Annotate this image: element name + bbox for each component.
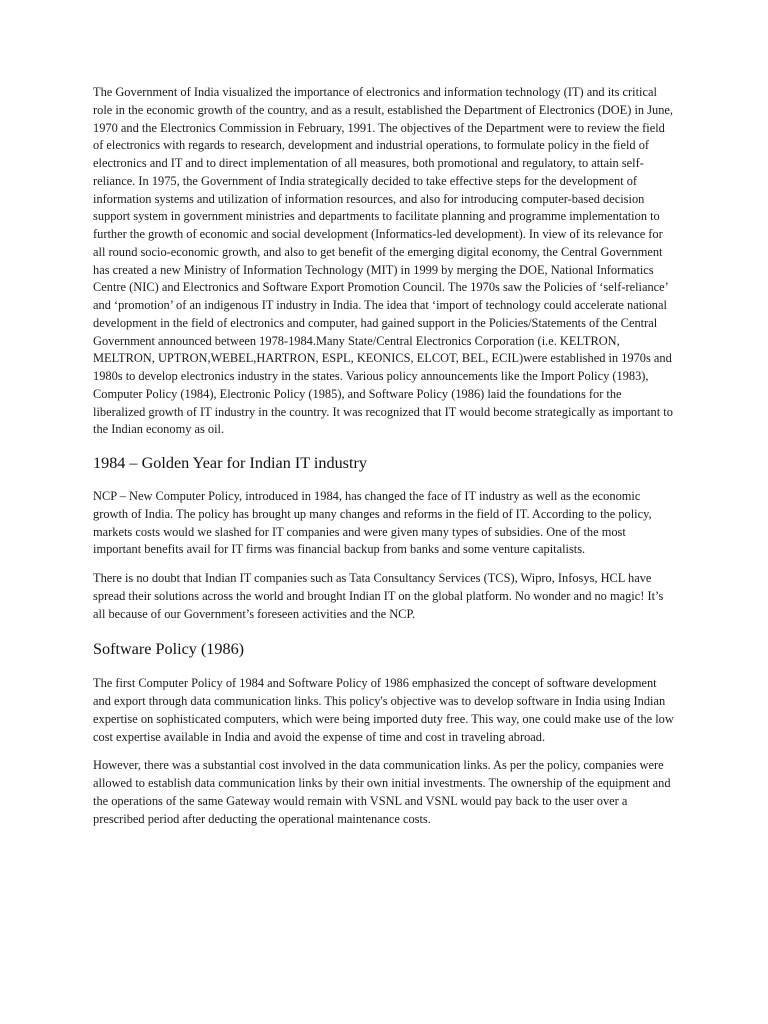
companies-paragraph: There is no doubt that Indian IT companies such as Tata Consultancy Services (TCS), Wipro, Infosys, HCL have spread their solutions across the world and brought Indian IT on the global platform. No wonder and no magic! It’s all because of our Government’s foreseen activities and the NCP. <box>93 571 664 621</box>
communication-cost-paragraph: However, there was a substantial cost involved in the data communication links. As per the policy, companies were allowed to establish data communication links by their own initial investments. The ownership of the equipment and the operations of the same Gateway would remain with VSNL and VSNL would pay back to the user over a prescribed period after deducting the operational maintenance costs. <box>93 758 671 826</box>
section-heading-1984: 1984 – Golden Year for Indian IT industry <box>93 454 367 472</box>
intro-paragraph: The Government of India visualized the importance of electronics and information technology (IT) and its critical role in the economic growth of the country, and as a result, established the Department of Electronics (DOE) in June, 1970 and the Electronics Commission in February, 1991. The objectives of the Department were to review the field of electronics with regards to research, development and industrial operations, to formulate policy in the field of electronics and IT and to direct implementation of all measures, both promotional and regulatory, to attain self-reliance. In 1975, the Government of India strategically decided to take effective steps for the development of information systems and utilization of information resources, and also for introducing computer-based decision support system in government ministries and departments to facilitate planning and programme implementation to further the growth of economic and social development (Informatics-led development). In view of its relevance for all round socio-economic growth, and also to get benefit of the emerging digital economy, the Central Government has created a new Ministry of Information Technology (MIT) in 1999 by merging the DOE, National Informatics Centre (NIC) and Electronics and Software Export Promotion Council. The 1970s saw the Policies of ‘self-reliance’ and ‘promotion’ of an indigenous IT industry in India. The idea that ‘import of technology could accelerate national development in the field of electronics and computer, had gained support in the Policies/Statements of the Central Government announced between 1978-1984.Many State/Central Electronics Corporation (i.e. KELTRON, MELTRON, UPTRON,WEBEL,HARTRON, ESPL, KEONICS, ELCOT, BEL, ECIL)were established in 1970s and 1980s to develop electronics industry in the states. Various policy announcements like the Import Policy (1983), Computer Policy (1984), Electronic Policy (1985), and Software Policy (1986) laid the foundations for the liberalized growth of IT industry in the country. It was recognized that IT would become strategically as important to the Indian economy as oil. <box>93 85 673 437</box>
section-heading-software-policy: Software Policy (1986) <box>93 640 245 659</box>
software-policy-paragraph: The first Computer Policy of 1984 and Software Policy of 1986 emphasized the concept of software development and export through data communication links. This policy's objective was to develop software in India using Indian expertise on sophisticated computers, which were being imported duty free. This way, one could make use of the low cost expertise available in India and avoid the expense of time and cost in traveling abroad. <box>93 676 674 744</box>
ncp-paragraph: NCP – New Computer Policy, introduced in 1984, has changed the face of IT industry as well as the economic growth of India. The policy has brought up many changes and reforms in the field of IT. According to the policy, markets costs would we slashed for IT companies and were given many types of subsidies. One of the most important benefits avail for IT firms was financial backup from banks and some venture capitalists. <box>93 489 652 557</box>
document-page <box>93 84 675 828</box>
